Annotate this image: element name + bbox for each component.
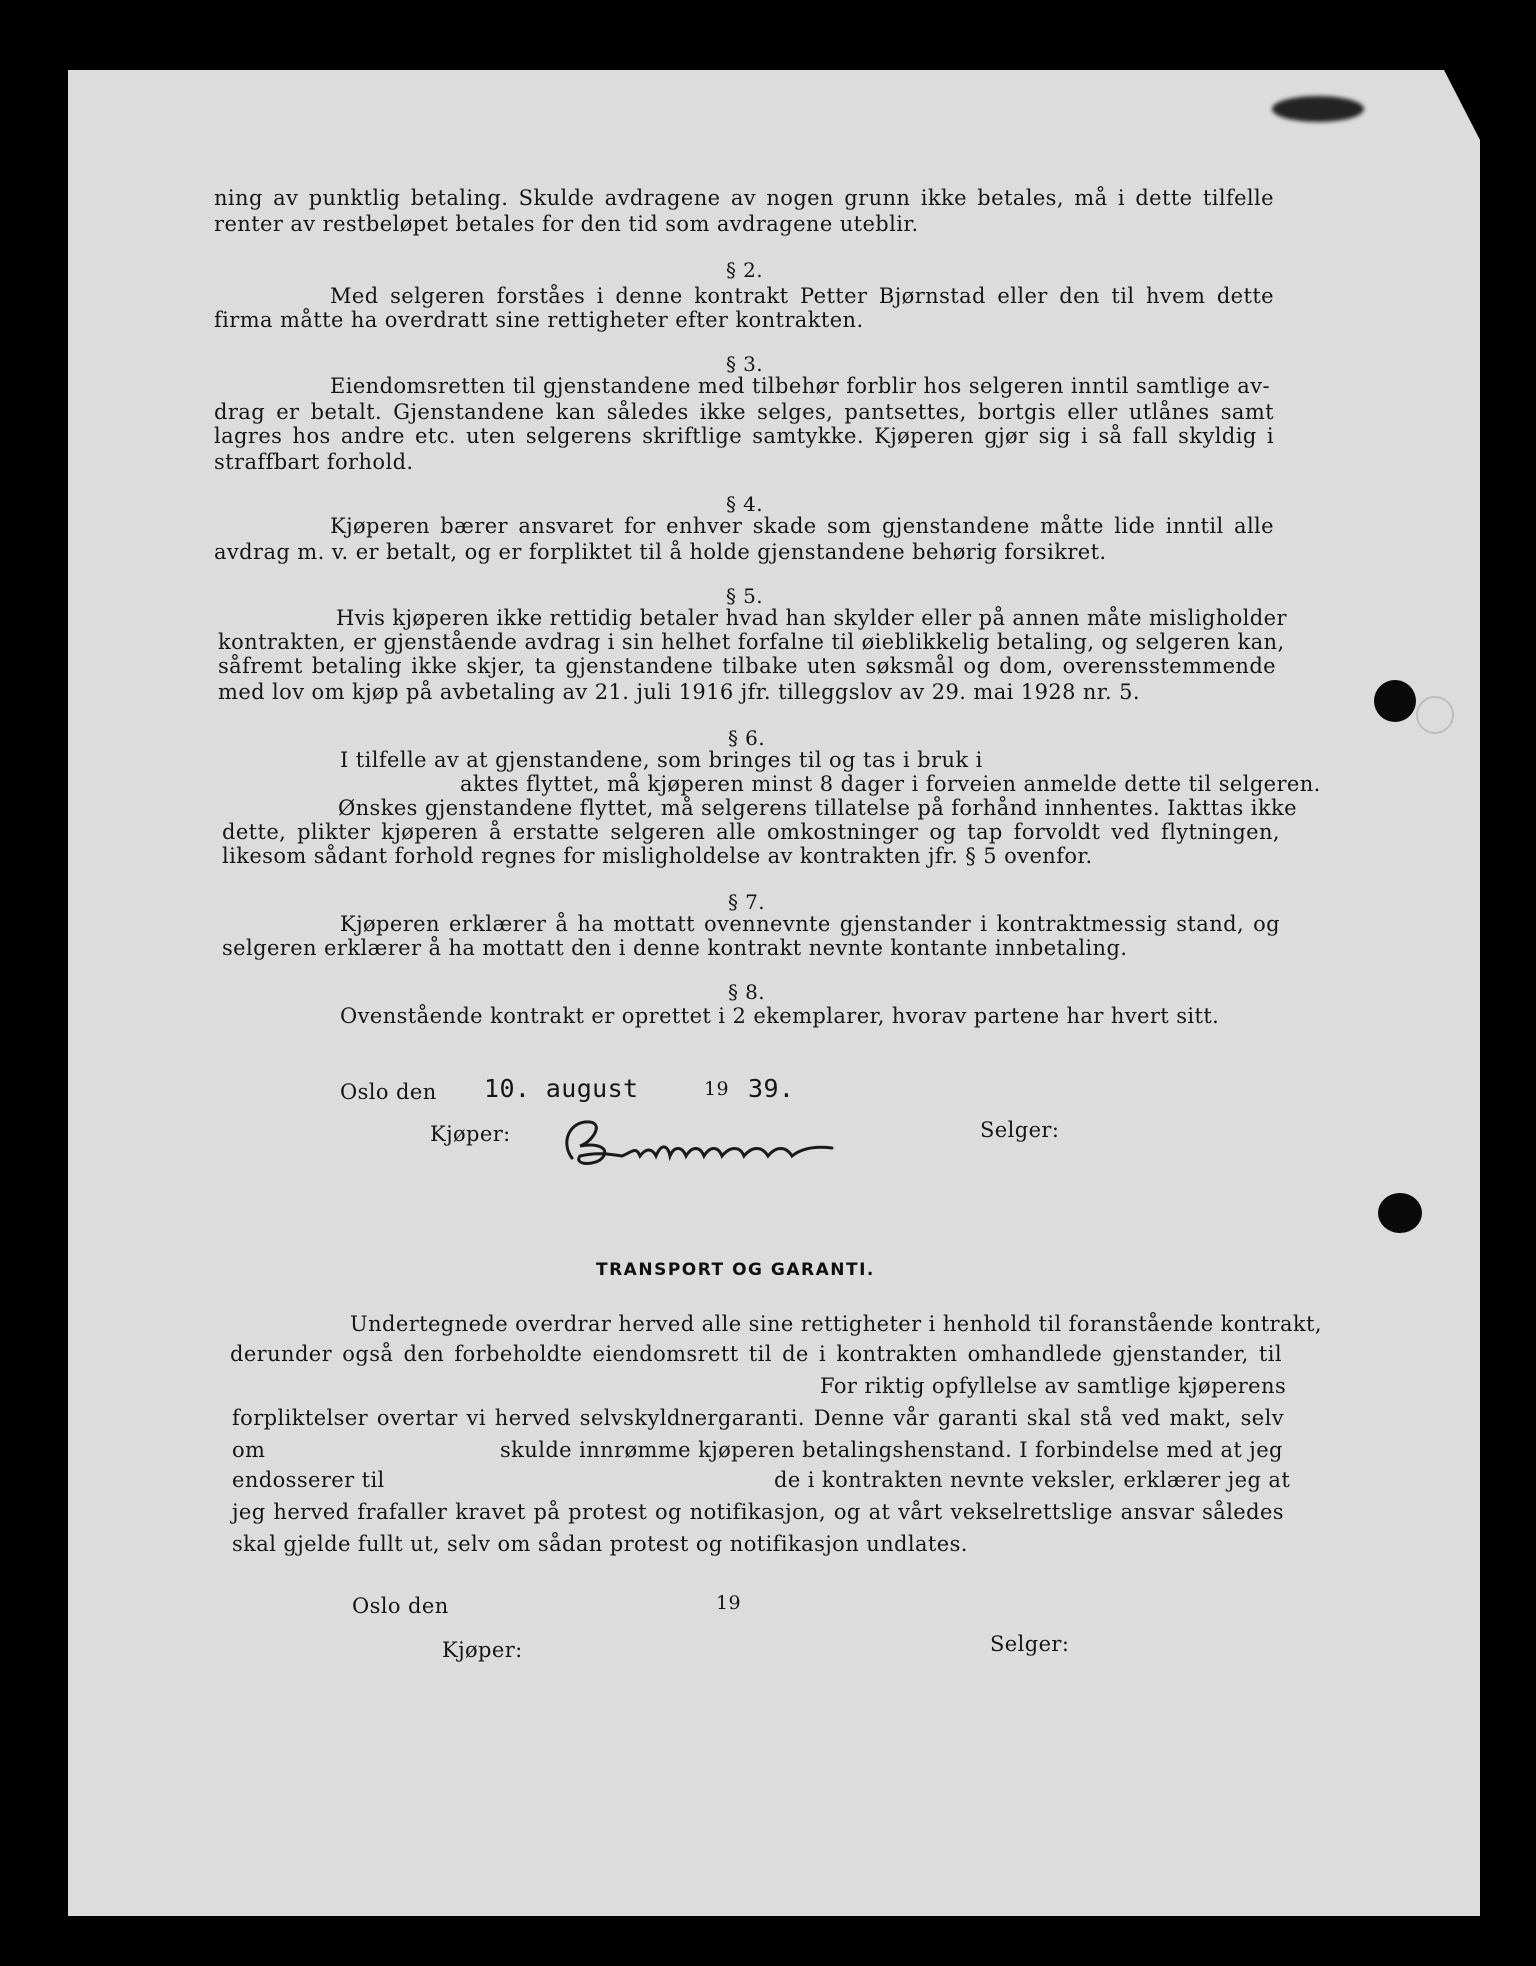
section-heading: § 2. bbox=[726, 258, 764, 282]
text-line: forpliktelser overtar vi herved selvskyldnergaranti. Denne vår garanti skal stå ved makt, selv bbox=[232, 1406, 1284, 1430]
year-typed: 39. bbox=[748, 1074, 795, 1103]
section-heading: § 8. bbox=[728, 980, 766, 1004]
text-line: Kjøperen bærer ansvaret for enhver skade som gjenstandene måtte lide inntil alle bbox=[330, 514, 1274, 538]
text-line: de i kontrakten nevnte veksler, erklærer jeg at bbox=[774, 1468, 1291, 1492]
text-line: skal gjelde fullt ut, selv om sådan protest og notifikasjon undlates. bbox=[232, 1532, 968, 1556]
text-line: med lov om kjøp på avbetaling av 21. juli 1916 jfr. tilleggslov av 29. mai 1928 nr. 5. bbox=[218, 680, 1140, 704]
place-label: Oslo den bbox=[352, 1594, 449, 1618]
text-line: ning av punktlig betaling. Skulde avdragene av nogen grunn ikke betales, må i dette tilfelle bbox=[214, 186, 1274, 210]
text-line: Hvis kjøperen ikke rettidig betaler hvad han skylder eller på annen måte misligholder bbox=[336, 606, 1287, 630]
section-title: TRANSPORT OG GARANTI. bbox=[596, 1260, 875, 1280]
seller-label: Selger: bbox=[990, 1632, 1070, 1656]
text-line: Ovenstående kontrakt er oprettet i 2 ekemplarer, hvorav partene har hvert sitt. bbox=[340, 1004, 1220, 1028]
text-line: I tilfelle av at gjenstandene, som bringes til og tas i bruk i bbox=[340, 748, 983, 772]
text-line: Eiendomsretten til gjenstandene med tilbehør forblir hos selgeren inntil samtlige av- bbox=[330, 374, 1270, 398]
text-line: avdrag m. v. er betalt, og er forpliktet til å holde gjenstandene behørig forsikret. bbox=[214, 540, 1107, 564]
text-line: straffbart forhold. bbox=[214, 450, 414, 474]
buyer-signature bbox=[540, 1112, 850, 1172]
text-line: renter av restbeløpet betales for den tid som avdragene uteblir. bbox=[214, 212, 919, 236]
text-line: Ønskes gjenstandene flyttet, må selgerens tillatelse på forhånd innhentes. Iakttas ikke bbox=[338, 796, 1297, 820]
text-line: likesom sådant forhold regnes for misligholdelse av kontrakten jfr. § 5 ovenfor. bbox=[222, 844, 1093, 868]
section-heading: § 6. bbox=[728, 726, 766, 750]
text-line: skulde innrømme kjøperen betalingshenstand. I forbindelse med at jeg bbox=[500, 1438, 1283, 1462]
text-line: lagres hos andre etc. uten selgerens skriftlige samtykke. Kjøperen gjør sig i så fall skyldig i bbox=[214, 424, 1274, 448]
year-prefix: 19 bbox=[704, 1078, 729, 1100]
date-typed: 10. august bbox=[484, 1074, 639, 1103]
text-line: kontrakten, er gjenstående avdrag i sin helhet forfalne til øieblikkelig betaling, og selgeren kan, bbox=[218, 630, 1285, 654]
buyer-label: Kjøper: bbox=[430, 1122, 511, 1146]
section-heading: § 3. bbox=[726, 352, 764, 376]
text-line: aktes flyttet, må kjøperen minst 8 dager i forveien anmelde dette til selgeren. bbox=[460, 772, 1321, 796]
text-line: Undertegnede overdrar herved alle sine rettigheter i henhold til foranstående kontrakt, bbox=[350, 1312, 1322, 1336]
buyer-label: Kjøper: bbox=[442, 1638, 523, 1662]
seller-label: Selger: bbox=[980, 1118, 1060, 1142]
text-line: selgeren erklærer å ha mottatt den i denne kontrakt nevnte kontante innbetaling. bbox=[222, 936, 1128, 960]
text-line: firma måtte ha overdratt sine rettigheter efter kontrakten. bbox=[214, 308, 864, 332]
year-prefix: 19 bbox=[716, 1592, 741, 1614]
signature-name bbox=[590, 1160, 597, 1161]
text-line: jeg herved frafaller kravet på protest og notifikasjon, og at vårt vekselrettslige ansvar således bbox=[232, 1500, 1284, 1524]
text-line: Med selgeren forståes i denne kontrakt Petter Bjørnstad eller den til hvem dette bbox=[330, 284, 1274, 308]
text-line: om bbox=[232, 1438, 266, 1462]
text-line: Kjøperen erklærer å ha mottatt ovennevnte gjenstander i kontraktmessig stand, og bbox=[340, 912, 1280, 936]
text-line: såfremt betaling ikke skjer, ta gjenstandene tilbake uten søksmål og dom, overensstemmende bbox=[218, 654, 1276, 678]
section-heading: § 4. bbox=[726, 492, 764, 516]
text-line: derunder også den forbeholdte eiendomsrett til de i kontrakten omhandlede gjenstander, til bbox=[230, 1342, 1282, 1366]
section-heading: § 7. bbox=[728, 890, 766, 914]
text-line: dette, plikter kjøperen å erstatte selgeren alle omkostninger og tap forvoldt ved flytningen, bbox=[222, 820, 1280, 844]
text-line: endosserer til bbox=[232, 1468, 385, 1492]
text-line: For riktig opfyllelse av samtlige kjøperens bbox=[820, 1374, 1287, 1398]
place-label: Oslo den bbox=[340, 1080, 437, 1104]
text-line: drag er betalt. Gjenstandene kan således ikke selges, pantsettes, bortgis eller utlånes samt bbox=[214, 400, 1274, 424]
section-heading: § 5. bbox=[726, 584, 764, 608]
